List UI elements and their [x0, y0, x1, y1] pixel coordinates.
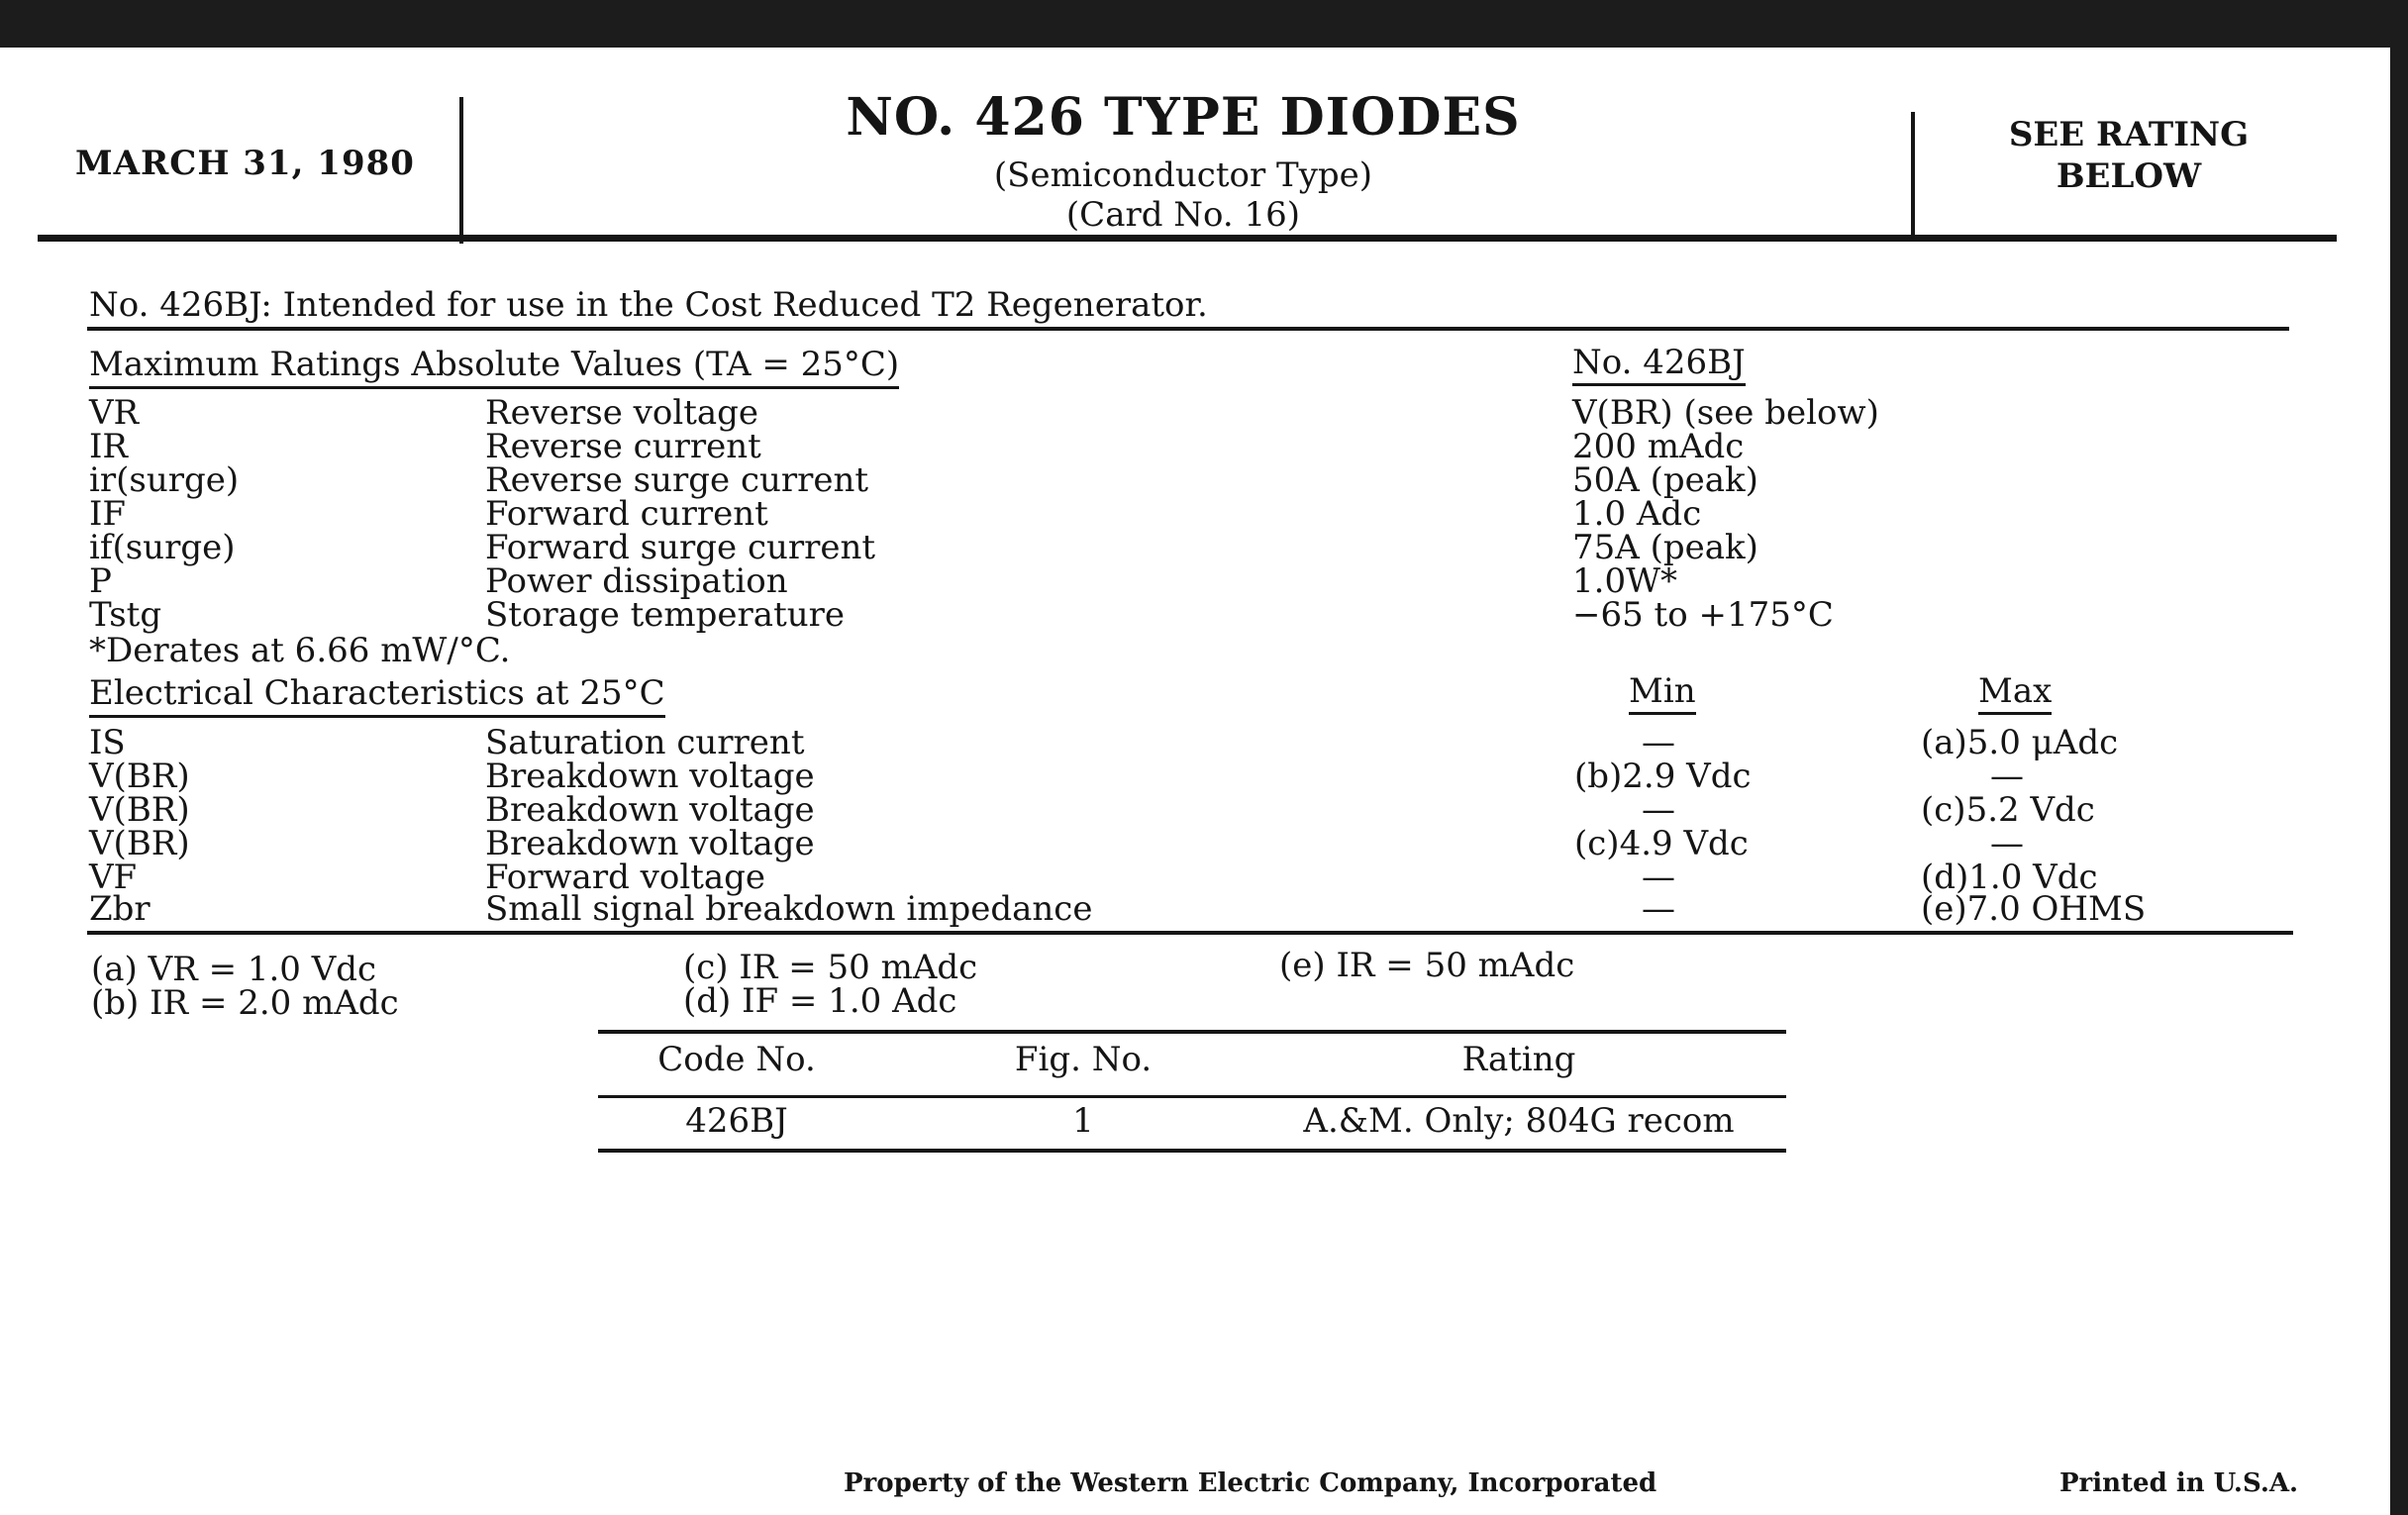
fig-column-header: Fig. No.: [1014, 1040, 1153, 1079]
condition-a: (a) VR = 1.0 Vdc: [91, 950, 377, 989]
max-ratings-table: [0, 393, 2376, 635]
value: 50A (peak): [1572, 460, 1758, 500]
description: Storage temperature: [485, 595, 846, 635]
symbol: VR: [89, 393, 140, 433]
rating-note-line2: BELOW: [2056, 156, 2202, 196]
description: Reverse voltage: [485, 393, 759, 433]
description: Breakdown voltage: [485, 757, 815, 796]
rating-note-line1: SEE RATING: [2008, 115, 2250, 154]
description: Breakdown voltage: [485, 824, 815, 863]
rating-note: [1921, 114, 2337, 197]
symbol: Zbr: [89, 889, 150, 929]
max-value: (d)1.0 Vdc: [1921, 858, 2098, 897]
electrical-rule: [87, 931, 2293, 935]
code-column-header: Code No.: [657, 1040, 816, 1079]
min-value: —: [1642, 723, 1675, 762]
printed-notice: Printed in U.S.A.: [2059, 1468, 2299, 1498]
rating-column-header: Rating: [1461, 1040, 1576, 1079]
min-value: —: [1642, 790, 1675, 830]
rating-cell: A.&M. Only; 804G recom: [1303, 1101, 1735, 1141]
symbol: VF: [89, 858, 138, 897]
symbol: ir(surge): [89, 460, 240, 500]
derating-footnote: *Derates at 6.66 mW/°C.: [89, 631, 511, 670]
condition-e: (e) IR = 50 mAdc: [1279, 946, 1575, 985]
value: 1.0W*: [1572, 561, 1678, 601]
symbol: V(BR): [89, 757, 190, 796]
card-subtitle-number: (Card No. 16): [1065, 195, 1301, 235]
symbol: IR: [89, 427, 129, 466]
card-title: NO. 426 TYPE DIODES: [846, 87, 1521, 148]
min-value: —: [1642, 889, 1675, 929]
electrical-table: [0, 723, 2376, 934]
symbol: V(BR): [89, 824, 190, 863]
intro-rule: [87, 327, 2289, 331]
code-table-top-rule: [598, 1030, 1786, 1034]
max-ratings-column-heading: No. 426BJ: [1572, 343, 1746, 386]
symbol: P: [89, 561, 112, 601]
condition-c: (c) IR = 50 mAdc: [683, 948, 978, 987]
header-divider-right: [1911, 112, 1915, 239]
electrical-heading: Electrical Characteristics at 25°C: [89, 673, 665, 718]
max-value: —: [1990, 757, 2024, 796]
min-value: —: [1642, 858, 1675, 897]
max-column-heading: Max: [1978, 671, 2052, 715]
symbol: if(surge): [89, 528, 236, 567]
card-date: MARCH 31, 1980: [75, 144, 415, 183]
max-value: (a)5.0 μAdc: [1921, 723, 2119, 762]
min-value: (b)2.9 Vdc: [1574, 757, 1752, 796]
symbol: Tstg: [89, 595, 162, 635]
header-rule: [38, 235, 2337, 242]
intro-text: No. 426BJ: Intended for use in the Cost Reduced T2 Regenerator.: [89, 285, 1208, 325]
table-row: [598, 1101, 1786, 1151]
max-value: (e)7.0 OHMS: [1921, 889, 2147, 929]
description: Forward current: [485, 494, 768, 534]
description: Forward surge current: [485, 528, 876, 567]
symbol: IS: [89, 723, 126, 762]
description: Forward voltage: [485, 858, 766, 897]
description: Breakdown voltage: [485, 790, 815, 830]
description: Reverse surge current: [485, 460, 869, 500]
value: 200 mAdc: [1572, 427, 1745, 466]
description: Small signal breakdown impedance: [485, 889, 1093, 929]
description: Power dissipation: [485, 561, 788, 601]
condition-d: (d) IF = 1.0 Adc: [683, 981, 957, 1021]
max-value: —: [1990, 824, 2024, 863]
condition-b: (b) IR = 2.0 mAdc: [91, 983, 399, 1023]
scan-top-border: [0, 0, 2408, 48]
header-divider-left: [459, 97, 463, 244]
value: 1.0 Adc: [1572, 494, 1702, 534]
symbol: V(BR): [89, 790, 190, 830]
code-cell: 426BJ: [685, 1101, 788, 1141]
card-subtitle-type: (Semiconductor Type): [993, 155, 1373, 195]
value: −65 to +175°C: [1572, 595, 1834, 635]
code-table-header: [598, 1040, 1786, 1089]
value: 75A (peak): [1572, 528, 1758, 567]
property-notice: Property of the Western Electric Company, Incorporated: [844, 1468, 1657, 1498]
code-table-bottom-rule: [598, 1149, 1786, 1153]
max-value: (c)5.2 Vdc: [1921, 790, 2095, 830]
symbol: IF: [89, 494, 127, 534]
min-value: (c)4.9 Vdc: [1574, 824, 1749, 863]
min-column-heading: Min: [1629, 671, 1696, 715]
description: Saturation current: [485, 723, 805, 762]
max-ratings-heading: Maximum Ratings Absolute Values (TA = 25°C): [89, 345, 899, 389]
fig-cell: 1: [1072, 1101, 1094, 1141]
value: V(BR) (see below): [1572, 393, 1879, 433]
scan-right-border: [2390, 0, 2408, 1515]
code-table-header-rule: [598, 1095, 1786, 1098]
description: Reverse current: [485, 427, 761, 466]
